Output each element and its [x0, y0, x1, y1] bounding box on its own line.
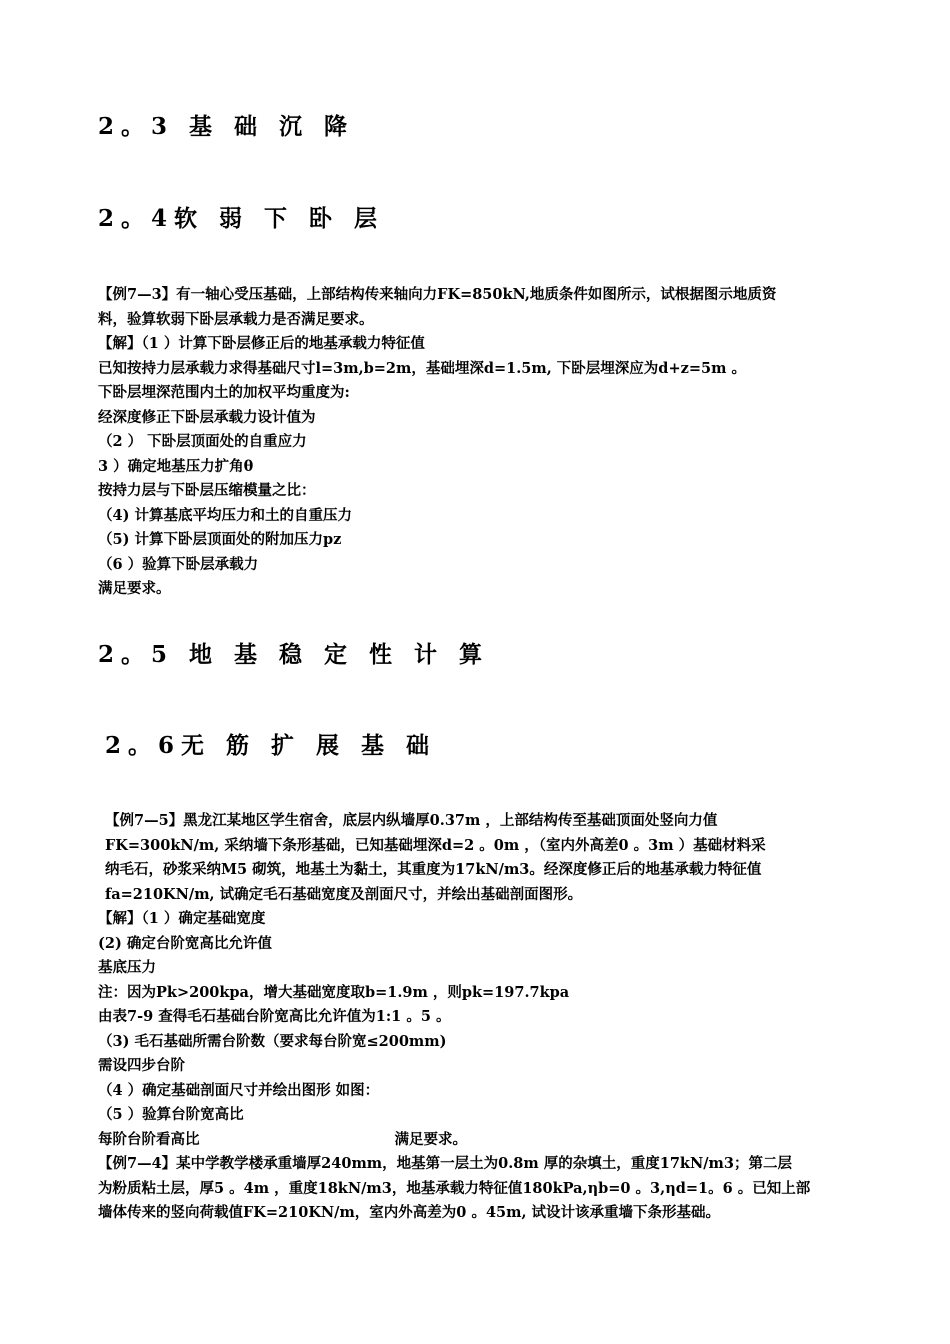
- text-line: 已知按持力层承载力求得基础尺寸l=3m,b=2m，基础埋深d=1.5m, 下卧层埋深应为d+z=5m 。: [98, 359, 746, 377]
- text-line: 经深度修正下卧层承载力设计值为: [98, 408, 316, 426]
- text-line: 纳毛石，砂浆采纳M5 砌筑，地基土为黏土，其重度为17kN/m3。经深度修正后的地基承载力特征值: [105, 861, 762, 878]
- text-line: 为粉质粘土层，厚5 。4m ，重度18kN/m3，地基承载力特征值180kPa,ηb=0 。3,ηd=1。6 。已知上部: [98, 1179, 811, 1197]
- text-line: 【解】（1 ）计算下卧层修正后的地基承载力特征值: [98, 335, 425, 352]
- text-line: 3 ）确定地基压力扩角θ: [98, 457, 254, 475]
- text-line: （2 ） 下卧层顶面处的自重应力: [98, 433, 307, 450]
- text-line: 墙体传来的竖向荷载值FK=210KN/m，室内外高差为0 。45m, 试设计该承重墙下条形基础。: [98, 1204, 721, 1221]
- text-line: 【例7—4】某中学教学楼承重墙厚240mm，地基第一层土为0.8m 厚的杂填土，重度17kN/m3；第二层: [98, 1155, 792, 1172]
- section-heading-2-3: 2。3 基 础 沉 降: [98, 113, 355, 140]
- text-line: 【例7—5】黑龙江某地区学生宿舍，底层内纵墙厚0.37m ，上部结构传至基础顶面处竖向力值: [105, 812, 718, 829]
- text-line: （5) 计算下卧层顶面处的附加压力pz: [98, 531, 342, 548]
- text-line: 下卧层埋深范围内土的加权平均重度为:: [98, 384, 350, 401]
- section-heading-2-5: 2。5 地 基 稳 定 性 计 算: [98, 641, 490, 668]
- section-heading-2-4: 2。4软 弱 下 卧 层: [98, 205, 385, 232]
- section-heading-2-6: 2。6无 筋 扩 展 基 础: [105, 732, 437, 759]
- text-line: 基底压力: [98, 959, 156, 976]
- text-line: （4 ）确定基础剖面尺寸并绘出图形 如图：: [98, 1081, 380, 1099]
- text-line: 【例7—3】有一轴心受压基础，上部结构传来轴向力FK=850kN,地质条件如图所示，试根据图示地质资: [98, 286, 777, 303]
- text-line: （6 ）验算下卧层承载力: [98, 555, 259, 573]
- conclusion-text: 满足要求。: [394, 1130, 467, 1148]
- text-line: 【解】（1 ）确定基础宽度: [98, 910, 266, 927]
- text-line: fa=210KN/m, 试确定毛石基础宽度及剖面尺寸，并绘出基础剖面图形。: [105, 885, 583, 903]
- text-line: 满足要求。: [98, 580, 171, 597]
- example-7-5-problem: [105, 809, 857, 907]
- text-line: 按持力层与下卧层压缩模量之比：: [98, 482, 316, 499]
- text-line: FK=300kN/m, 采纳墙下条形基础，已知基础埋深d=2 。0m ，（室内外高差0 。3m ）基础材料采: [105, 836, 766, 854]
- example-7-3-text: [98, 283, 858, 602]
- text-line: (2) 确定台阶宽高比允许值: [98, 934, 272, 952]
- text-line: 需设四步台阶: [98, 1057, 185, 1074]
- text-line: （3) 毛石基础所需台阶数（要求每台阶宽≤200mm): [98, 1032, 447, 1050]
- example-7-5-solution: [98, 907, 858, 1226]
- text-line: 由表7-9 查得毛石基础台阶宽高比允许值为1:1 。5 。: [98, 1008, 451, 1025]
- text-line: （5 ）验算台阶宽高比: [98, 1106, 244, 1123]
- text-line: （4) 计算基底平均压力和土的自重压力: [98, 506, 352, 524]
- text-line: 注：因为Pk>200kpa，增大基础宽度取b=1.9m ，则pk=197.7kpa: [98, 983, 570, 1001]
- step-ratio-label: 每阶台阶看高比: [98, 1130, 200, 1148]
- text-line: 料，验算软弱下卧层承载力是否满足要求。: [98, 310, 374, 328]
- text-line: [98, 1128, 858, 1153]
